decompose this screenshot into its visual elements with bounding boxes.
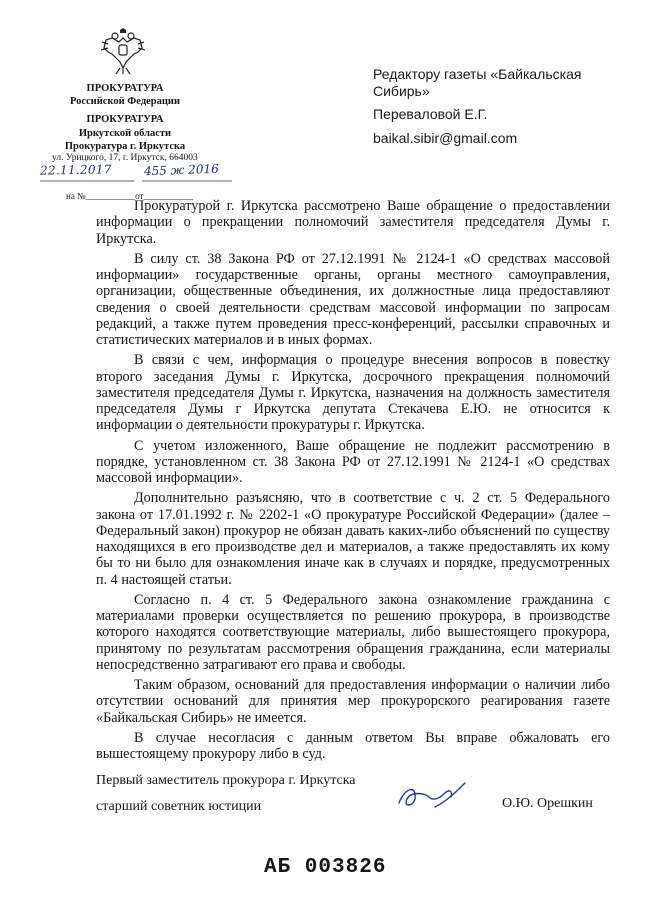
recipient-name: Переваловой Е.Г. xyxy=(373,106,488,122)
paragraph: Прокуратурой г. Иркутска рассмотрено Ваше обращение о предоставлении информации о прекращении полномочий заместителя председателя Думы г. Иркутска. xyxy=(96,198,610,247)
paragraph: С учетом изложенного, Ваше обращение не подлежит рассмотрению в порядке, установленном ст. 38 Закона РФ от 27.12.1991 № 2124-1 «О средствах массовой информации». xyxy=(96,437,610,486)
org-name-line4: Иркутской области xyxy=(78,128,172,139)
reference-line: на №___________от___________ xyxy=(66,191,193,201)
org-name-line1: ПРОКУРАТУРА xyxy=(86,83,164,94)
recipient-line2: Сибирь» xyxy=(373,83,430,99)
paragraph: В случае несогласия с данным ответом Вы вправе обжаловать его вышестоящему прокурору либо в суд. xyxy=(96,729,610,762)
org-name-line5: Прокуратура г. Иркутска xyxy=(64,141,186,152)
signer-rank: старший советник юстиции xyxy=(96,799,262,814)
coat-of-arms-emblem-icon xyxy=(100,28,146,76)
paragraph: Согласно п. 4 ст. 5 Федерального закона ознакомление гражданина с материалами проверки осуществляется по решению прокурора, в производстве которого находятся соответствующие материалы, либо вышестоящего прокурора, принятому по результатам рассмотрения обращения гражданина, если материалы непосредственно затрагивают его права и свободы. xyxy=(96,591,610,673)
handwritten-date: 22.11.2017 xyxy=(39,162,112,178)
org-address: ул. Урицкого, 17, г. Иркутск, 664003 xyxy=(52,153,198,163)
signer-name: О.Ю. Орешкин xyxy=(502,796,593,811)
paragraph: В силу ст. 38 Закона РФ от 27.12.1991 № 2124-1 «О средствах массовой информации» государственные органы, органы местного самоуправления, организации, общественные объединения, их должностные лица предоставляют сведения о своей деятельности средствам массовой информации по запросам редакций, а также путем проведения пресс-конференций, рассылки справочных и статистических материалов и в иных формах. xyxy=(96,250,610,348)
signer-position: Первый заместитель прокурора г. Иркутска xyxy=(96,773,356,788)
letter-body xyxy=(96,198,610,766)
recipient-line1: Редактору газеты «Байкальская xyxy=(373,66,582,82)
recipient-email: baikal.sibir@gmail.com xyxy=(373,130,518,146)
paragraph: Таким образом, оснований для предоставления информации о наличии либо отсутствии оснований для принятия мер прокурорского реагирования газете «Байкальская Сибирь» не имеется. xyxy=(96,677,610,726)
form-serial-number: АБ 003826 xyxy=(264,856,387,879)
handwritten-signature-icon xyxy=(395,777,469,815)
org-name-line2: Российской Федерации xyxy=(69,96,181,107)
registration-underline xyxy=(36,162,236,186)
handwritten-number: 455 ж 2016 xyxy=(143,161,219,179)
paragraph: В связи с чем, информация о процедуре внесения вопросов в повестку второго заседания Думы г. Иркутска, досрочного прекращения полномочий заместителя председателя Думы г. Иркутска, назначения на должность заместителя председателя Думы г Иркутска депутата Стекачева Е.Ю. не относится к информации о деятельности прокуратуры г. Иркутска. xyxy=(96,352,610,434)
org-name-line3: ПРОКУРАТУРА xyxy=(86,114,164,125)
paragraph: Дополнительно разъясняю, что в соответствие с ч. 2 ст. 5 Федерального закона от 17.01.1992 г. № 2202-1 «О прокуратуре Российской Федерации» (далее – Федеральный закон) прокурор не обязан давать каких-либо объяснений по существу находящихся в его производстве дел и материалов, а также предоставлять их кому бы то ни было для ознакомления иначе как в случаях и порядке, предусмотренных п. 4 настоящей статьи. xyxy=(96,490,610,588)
